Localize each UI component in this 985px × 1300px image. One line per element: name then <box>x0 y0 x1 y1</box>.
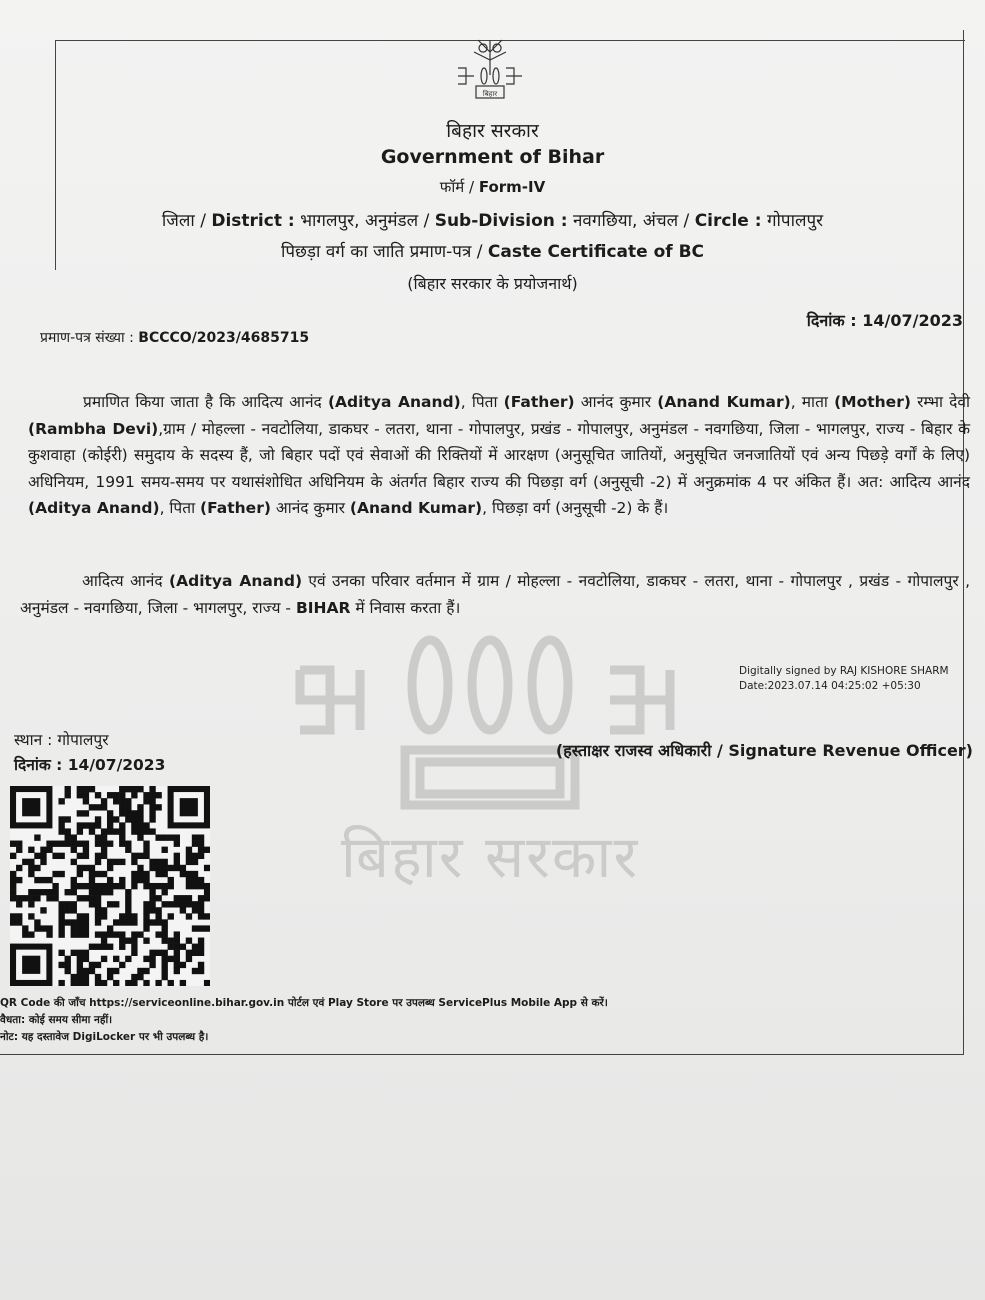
place-line <box>14 728 165 753</box>
body-text: आनंद कुमार <box>270 499 350 517</box>
place-value: गोपालपुर <box>57 731 109 749</box>
digital-signature-name: Digitally signed by RAJ KISHORE SHARM <box>739 665 949 677</box>
father-label: (Father) <box>200 499 271 517</box>
header-hindi-title: बिहार सरकार <box>446 120 539 142</box>
form-title <box>0 177 985 197</box>
watermark-text: बिहार सरकार <box>340 823 640 891</box>
body-text: , पिछड़ा वर्ग (अनुसूची -2) के हैं। <box>482 499 669 517</box>
applicant-name-en: (Aditya Anand) <box>169 572 303 590</box>
place-date-line <box>14 753 165 778</box>
issue-date <box>807 309 963 331</box>
footer-digilocker: नोट: यह दस्तावेज DigiLocker पर भी उपलब्ध है। <box>0 1031 209 1043</box>
district-label-hi: जिला / <box>161 211 212 231</box>
place-date-label: दिनांक : <box>14 756 68 774</box>
district-value: भागलपुर, <box>294 211 365 231</box>
certificate-number <box>40 328 309 347</box>
issue-date-label: दिनांक : <box>806 311 863 330</box>
mother-label: (Mother) <box>834 393 911 411</box>
district-label-en: District : <box>211 211 295 231</box>
circle-value: गोपालपुर <box>761 211 824 231</box>
body-text: रम्भा देवी <box>910 393 970 411</box>
signature-label: (हस्ताक्षर राजस्व अधिकारी / Signature Revenue Officer) <box>555 741 973 760</box>
subdivision-label-en: Sub-Division : <box>434 211 568 231</box>
body-text: ,ग्राम / मोहल्ला - नवटोलिया, डाकघर - लतरा, थाना - गोपालपुर, प्रखंड - गोपालपुर, अनुमंडल - नवगछिया, जिला - भागलपुर, राज्य - बिहार के कुशवाहा (कोईरी) समुदाय के सदस्य हैं, जो बिहार पदों एवं सेवाओं की रिक्तियों में आरक्षण (अनुसूचित जातियों, अनुसूचित जनजातियों एवं अन्य पिछड़े वर्गों के लिए) अधिनियम, 1991 समय-समय पर यथासंशोधित अधिनियम के अंतर्गत बिहार राज्य की पिछड़ा वर्ग (अनुसूची -2) में अनुक्रमांक 4 पर अंकित हैं। अत: आदित्य आनंद <box>28 419 970 491</box>
applicant-name-en: (Aditya Anand) <box>28 499 160 517</box>
footer-qr-note: QR Code की जाँच https://serviceonline.bihar.gov.in पोर्टल एवं Play Store पर उपलब्ध ServicePlus Mobile App से करें। <box>0 997 608 1009</box>
state-name: BIHAR <box>295 598 351 617</box>
certificate-number-label: प्रमाण-पत्र संख्या : <box>40 330 139 346</box>
certificate-body-paragraph-2 <box>20 568 970 621</box>
father-name-en: (Anand Kumar) <box>657 393 791 411</box>
form-hindi: फॉर्म / <box>439 178 479 196</box>
certificate-number-value: BCCCO/2023/4685715 <box>138 330 310 346</box>
body-text: , पिता <box>460 393 504 411</box>
digital-signature-date: Date:2023.07.14 04:25:02 +05:30 <box>739 680 921 692</box>
subdivision-label-hi: अनुमंडल / <box>364 211 435 231</box>
certificate-title-en: Caste Certificate of BC <box>487 242 705 262</box>
certificate-title-hi: पिछड़ा वर्ग का जाति प्रमाण-पत्र / <box>280 242 488 262</box>
emblem-text: बिहार <box>482 90 498 98</box>
body-text: आनंद कुमार <box>574 393 658 411</box>
body-text: , पिता <box>159 499 201 517</box>
watermark-emblem <box>290 630 690 930</box>
bihar-emblem-icon <box>450 30 530 102</box>
circle-label-en: Circle : <box>694 211 762 231</box>
header-english-title: Government of Bihar <box>380 146 605 168</box>
father-label: (Father) <box>503 393 575 411</box>
subdivision-value: नवगछिया, <box>567 211 643 231</box>
certificate-title <box>0 239 985 262</box>
bihar-emblem <box>450 30 530 102</box>
border-bottom <box>0 1054 964 1055</box>
body-text: आदित्य आनंद <box>82 572 170 590</box>
circle-label-hi: अंचल / <box>642 211 695 231</box>
certificate-purpose: (बिहार सरकार के प्रयोजनार्थ) <box>407 274 578 293</box>
district-line <box>0 208 985 231</box>
father-name-en: (Anand Kumar) <box>349 499 483 517</box>
body-text: , माता <box>790 393 835 411</box>
footer-validity: वैधता: कोई समय सीमा नहीं। <box>0 1014 113 1026</box>
footer-notes <box>0 995 608 1046</box>
body-text: एवं उनका परिवार वर्तमान में ग्राम / मोहल्ला - नवटोलिया, डाकघर - लतरा, थाना - गोपालपुर , प्रखंड - गोपालपुर , अनुमंडल - नवगछिया, जिला - भागलपुर, राज्य - <box>20 572 970 617</box>
place-label: स्थान : <box>14 731 58 749</box>
certificate-body-paragraph-1 <box>28 389 970 522</box>
form-english: Form-IV <box>478 178 546 196</box>
body-text: प्रमाणित किया जाता है कि आदित्य आनंद <box>83 393 328 411</box>
body-text: में निवास करता हैं। <box>350 598 461 617</box>
swastik-watermark-icon <box>290 630 690 820</box>
applicant-name-en: (Aditya Anand) <box>327 393 461 411</box>
place-date-block <box>14 728 165 778</box>
mother-name-en: (Rambha Devi) <box>28 419 159 438</box>
place-date-value: 14/07/2023 <box>67 756 166 774</box>
issue-date-value: 14/07/2023 <box>862 311 963 330</box>
digital-signature-block <box>739 664 949 694</box>
qr-code-icon[interactable] <box>10 786 210 986</box>
